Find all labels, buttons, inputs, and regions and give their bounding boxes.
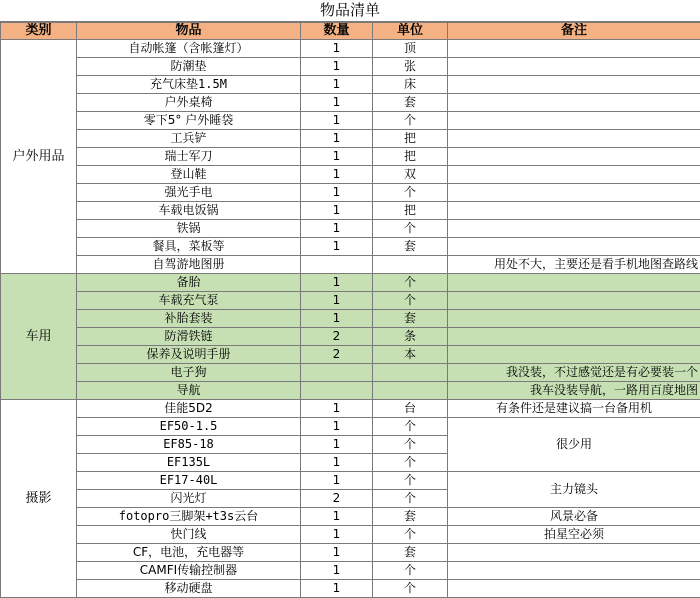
table-row — [1, 580, 700, 598]
unit-cell[interactable]: 顶 — [373, 40, 448, 58]
qty-cell[interactable]: 1 — [301, 436, 373, 454]
unit-cell[interactable]: 条 — [373, 328, 448, 346]
qty-cell[interactable]: 1 — [301, 544, 373, 562]
item-cell[interactable]: EF50-1.5 — [77, 418, 301, 436]
note-cell[interactable] — [448, 328, 700, 346]
table-row — [1, 562, 700, 580]
unit-cell[interactable]: 把 — [373, 202, 448, 220]
table-row — [1, 526, 700, 544]
unit-cell[interactable]: 套 — [373, 544, 448, 562]
table-row — [1, 202, 700, 220]
item-cell[interactable]: 充气床垫1.5M — [77, 76, 301, 94]
qty-cell[interactable]: 1 — [301, 418, 373, 436]
item-cell[interactable]: 移动硬盘 — [77, 580, 301, 598]
table-row — [1, 274, 700, 292]
category-photo[interactable]: 摄影 — [1, 400, 77, 598]
qty-cell[interactable]: 1 — [301, 94, 373, 112]
unit-cell[interactable]: 个 — [373, 274, 448, 292]
item-cell[interactable]: 佳能5D2 — [77, 400, 301, 418]
qty-cell[interactable]: 1 — [301, 58, 373, 76]
unit-cell[interactable] — [373, 256, 448, 274]
note-cell[interactable] — [448, 580, 700, 598]
table-row — [1, 58, 700, 76]
unit-cell[interactable]: 个 — [373, 490, 448, 508]
table-row — [1, 130, 700, 148]
note-cell[interactable] — [448, 238, 700, 256]
unit-cell[interactable]: 本 — [373, 346, 448, 364]
unit-cell[interactable]: 个 — [373, 418, 448, 436]
item-cell[interactable]: 零下5° 户外睡袋 — [77, 112, 301, 130]
table-row — [1, 148, 700, 166]
qty-cell[interactable]: 1 — [301, 292, 373, 310]
item-cell[interactable]: 快门线 — [77, 526, 301, 544]
item-cell[interactable]: 电子狗 — [77, 364, 301, 382]
qty-cell[interactable]: 2 — [301, 490, 373, 508]
item-cell[interactable]: EF85-18 — [77, 436, 301, 454]
note-cell[interactable]: 我车没装导航，一路用百度地图 — [448, 382, 700, 400]
note-cell[interactable]: 拍星空必须 — [448, 526, 700, 544]
unit-cell[interactable]: 套 — [373, 508, 448, 526]
table-row — [1, 472, 700, 490]
note-cell[interactable] — [448, 202, 700, 220]
item-cell[interactable]: 户外桌椅 — [77, 94, 301, 112]
qty-cell[interactable]: 1 — [301, 220, 373, 238]
item-cell[interactable]: fotopro三脚架+t3s云台 — [77, 508, 301, 526]
table-row — [1, 418, 700, 436]
qty-cell[interactable] — [301, 256, 373, 274]
item-cell[interactable]: 车载充气泵 — [77, 292, 301, 310]
qty-cell[interactable]: 1 — [301, 148, 373, 166]
unit-cell[interactable]: 双 — [373, 166, 448, 184]
note-cell[interactable] — [448, 148, 700, 166]
unit-cell[interactable]: 套 — [373, 310, 448, 328]
table-row — [1, 238, 700, 256]
qty-cell[interactable]: 1 — [301, 130, 373, 148]
item-cell[interactable]: 闪光灯 — [77, 490, 301, 508]
note-cell[interactable]: 我没装，不过感觉还是有必要装一个 — [448, 364, 700, 382]
table-row — [1, 94, 700, 112]
qty-cell[interactable]: 1 — [301, 184, 373, 202]
table-row — [1, 328, 700, 346]
note-cell[interactable] — [448, 40, 700, 58]
header-qty[interactable]: 数量 — [301, 23, 373, 40]
unit-cell[interactable]: 个 — [373, 112, 448, 130]
table-row — [1, 544, 700, 562]
table-row — [1, 256, 700, 274]
header-category[interactable]: 类别 — [1, 23, 77, 40]
qty-cell[interactable]: 1 — [301, 274, 373, 292]
table-row — [1, 184, 700, 202]
item-cell[interactable]: 车载电饭锅 — [77, 202, 301, 220]
item-cell[interactable]: CF，电池，充电器等 — [77, 544, 301, 562]
item-cell[interactable]: 自动帐篷（含帐篷灯） — [77, 40, 301, 58]
qty-cell[interactable] — [301, 382, 373, 400]
qty-cell[interactable]: 1 — [301, 454, 373, 472]
item-cell[interactable]: EF17-40L — [77, 472, 301, 490]
item-cell[interactable]: 瑞士军刀 — [77, 148, 301, 166]
note-cell[interactable] — [448, 562, 700, 580]
note-cell[interactable] — [448, 166, 700, 184]
qty-cell[interactable]: 1 — [301, 40, 373, 58]
category-car[interactable]: 车用 — [1, 274, 77, 400]
table-row — [1, 508, 700, 526]
item-cell[interactable]: 餐具，菜板等 — [77, 238, 301, 256]
item-cell[interactable]: 自驾游地图册 — [77, 256, 301, 274]
unit-cell[interactable]: 个 — [373, 220, 448, 238]
qty-cell[interactable]: 1 — [301, 112, 373, 130]
item-cell[interactable]: 防滑铁链 — [77, 328, 301, 346]
table-row — [1, 112, 700, 130]
qty-cell[interactable]: 1 — [301, 580, 373, 598]
note-cell[interactable] — [448, 274, 700, 292]
item-table — [0, 22, 700, 598]
item-cell[interactable]: 防潮垫 — [77, 58, 301, 76]
unit-cell[interactable]: 把 — [373, 148, 448, 166]
unit-cell[interactable] — [373, 382, 448, 400]
item-cell[interactable]: 登山鞋 — [77, 166, 301, 184]
unit-cell[interactable]: 个 — [373, 292, 448, 310]
qty-cell[interactable] — [301, 364, 373, 382]
item-cell[interactable]: 保养及说明手册 — [77, 346, 301, 364]
table-row — [1, 400, 700, 418]
qty-cell[interactable]: 1 — [301, 400, 373, 418]
table-row — [1, 364, 700, 382]
note-cell[interactable] — [448, 310, 700, 328]
qty-cell[interactable]: 1 — [301, 472, 373, 490]
table-row — [1, 382, 700, 400]
note-cell[interactable] — [448, 346, 700, 364]
item-cell[interactable]: 铁锅 — [77, 220, 301, 238]
note-cell[interactable]: 很少用 — [448, 418, 700, 472]
header-item[interactable]: 物品 — [77, 23, 301, 40]
unit-cell[interactable]: 个 — [373, 436, 448, 454]
unit-cell[interactable]: 套 — [373, 238, 448, 256]
qty-cell[interactable]: 1 — [301, 526, 373, 544]
unit-cell[interactable]: 床 — [373, 76, 448, 94]
note-cell[interactable]: 用处不大，主要还是看手机地图查路线 — [448, 256, 700, 274]
unit-cell[interactable]: 张 — [373, 58, 448, 76]
note-cell[interactable] — [448, 58, 700, 76]
table-row — [1, 76, 700, 94]
note-cell[interactable] — [448, 220, 700, 238]
header-row — [1, 23, 700, 40]
item-cell[interactable]: CAMFI传输控制器 — [77, 562, 301, 580]
table-row — [1, 40, 700, 58]
item-cell[interactable]: 补胎套装 — [77, 310, 301, 328]
note-cell[interactable]: 风景必备 — [448, 508, 700, 526]
item-cell[interactable]: 备胎 — [77, 274, 301, 292]
qty-cell[interactable]: 1 — [301, 238, 373, 256]
qty-cell[interactable]: 1 — [301, 508, 373, 526]
note-cell[interactable] — [448, 292, 700, 310]
unit-cell[interactable]: 把 — [373, 130, 448, 148]
sheet-title: 物品清单 — [0, 0, 700, 22]
unit-cell[interactable] — [373, 364, 448, 382]
header-unit[interactable]: 单位 — [373, 23, 448, 40]
qty-cell[interactable]: 1 — [301, 166, 373, 184]
note-cell[interactable] — [448, 130, 700, 148]
table-row — [1, 346, 700, 364]
note-cell[interactable] — [448, 112, 700, 130]
table-row — [1, 166, 700, 184]
note-cell[interactable] — [448, 94, 700, 112]
unit-cell[interactable]: 个 — [373, 526, 448, 544]
unit-cell[interactable]: 台 — [373, 400, 448, 418]
qty-cell[interactable]: 2 — [301, 328, 373, 346]
unit-cell[interactable]: 个 — [373, 580, 448, 598]
qty-cell[interactable]: 1 — [301, 76, 373, 94]
note-cell[interactable]: 有条件还是建议搞一台备用机 — [448, 400, 700, 418]
unit-cell[interactable]: 个 — [373, 562, 448, 580]
unit-cell[interactable]: 个 — [373, 184, 448, 202]
table-row — [1, 310, 700, 328]
item-cell[interactable]: 工兵铲 — [77, 130, 301, 148]
qty-cell[interactable]: 2 — [301, 346, 373, 364]
header-note[interactable]: 备注 — [448, 23, 700, 40]
unit-cell[interactable]: 个 — [373, 472, 448, 490]
qty-cell[interactable]: 1 — [301, 562, 373, 580]
note-cell[interactable] — [448, 544, 700, 562]
unit-cell[interactable]: 个 — [373, 454, 448, 472]
note-cell[interactable] — [448, 184, 700, 202]
note-cell[interactable]: 主力镜头 — [448, 472, 700, 508]
note-cell[interactable] — [448, 76, 700, 94]
item-cell[interactable]: 导航 — [77, 382, 301, 400]
item-cell[interactable]: 强光手电 — [77, 184, 301, 202]
category-outdoor[interactable]: 户外用品 — [1, 40, 77, 274]
item-cell[interactable]: EF135L — [77, 454, 301, 472]
table-row — [1, 292, 700, 310]
qty-cell[interactable]: 1 — [301, 310, 373, 328]
unit-cell[interactable]: 套 — [373, 94, 448, 112]
qty-cell[interactable]: 1 — [301, 202, 373, 220]
table-row — [1, 220, 700, 238]
